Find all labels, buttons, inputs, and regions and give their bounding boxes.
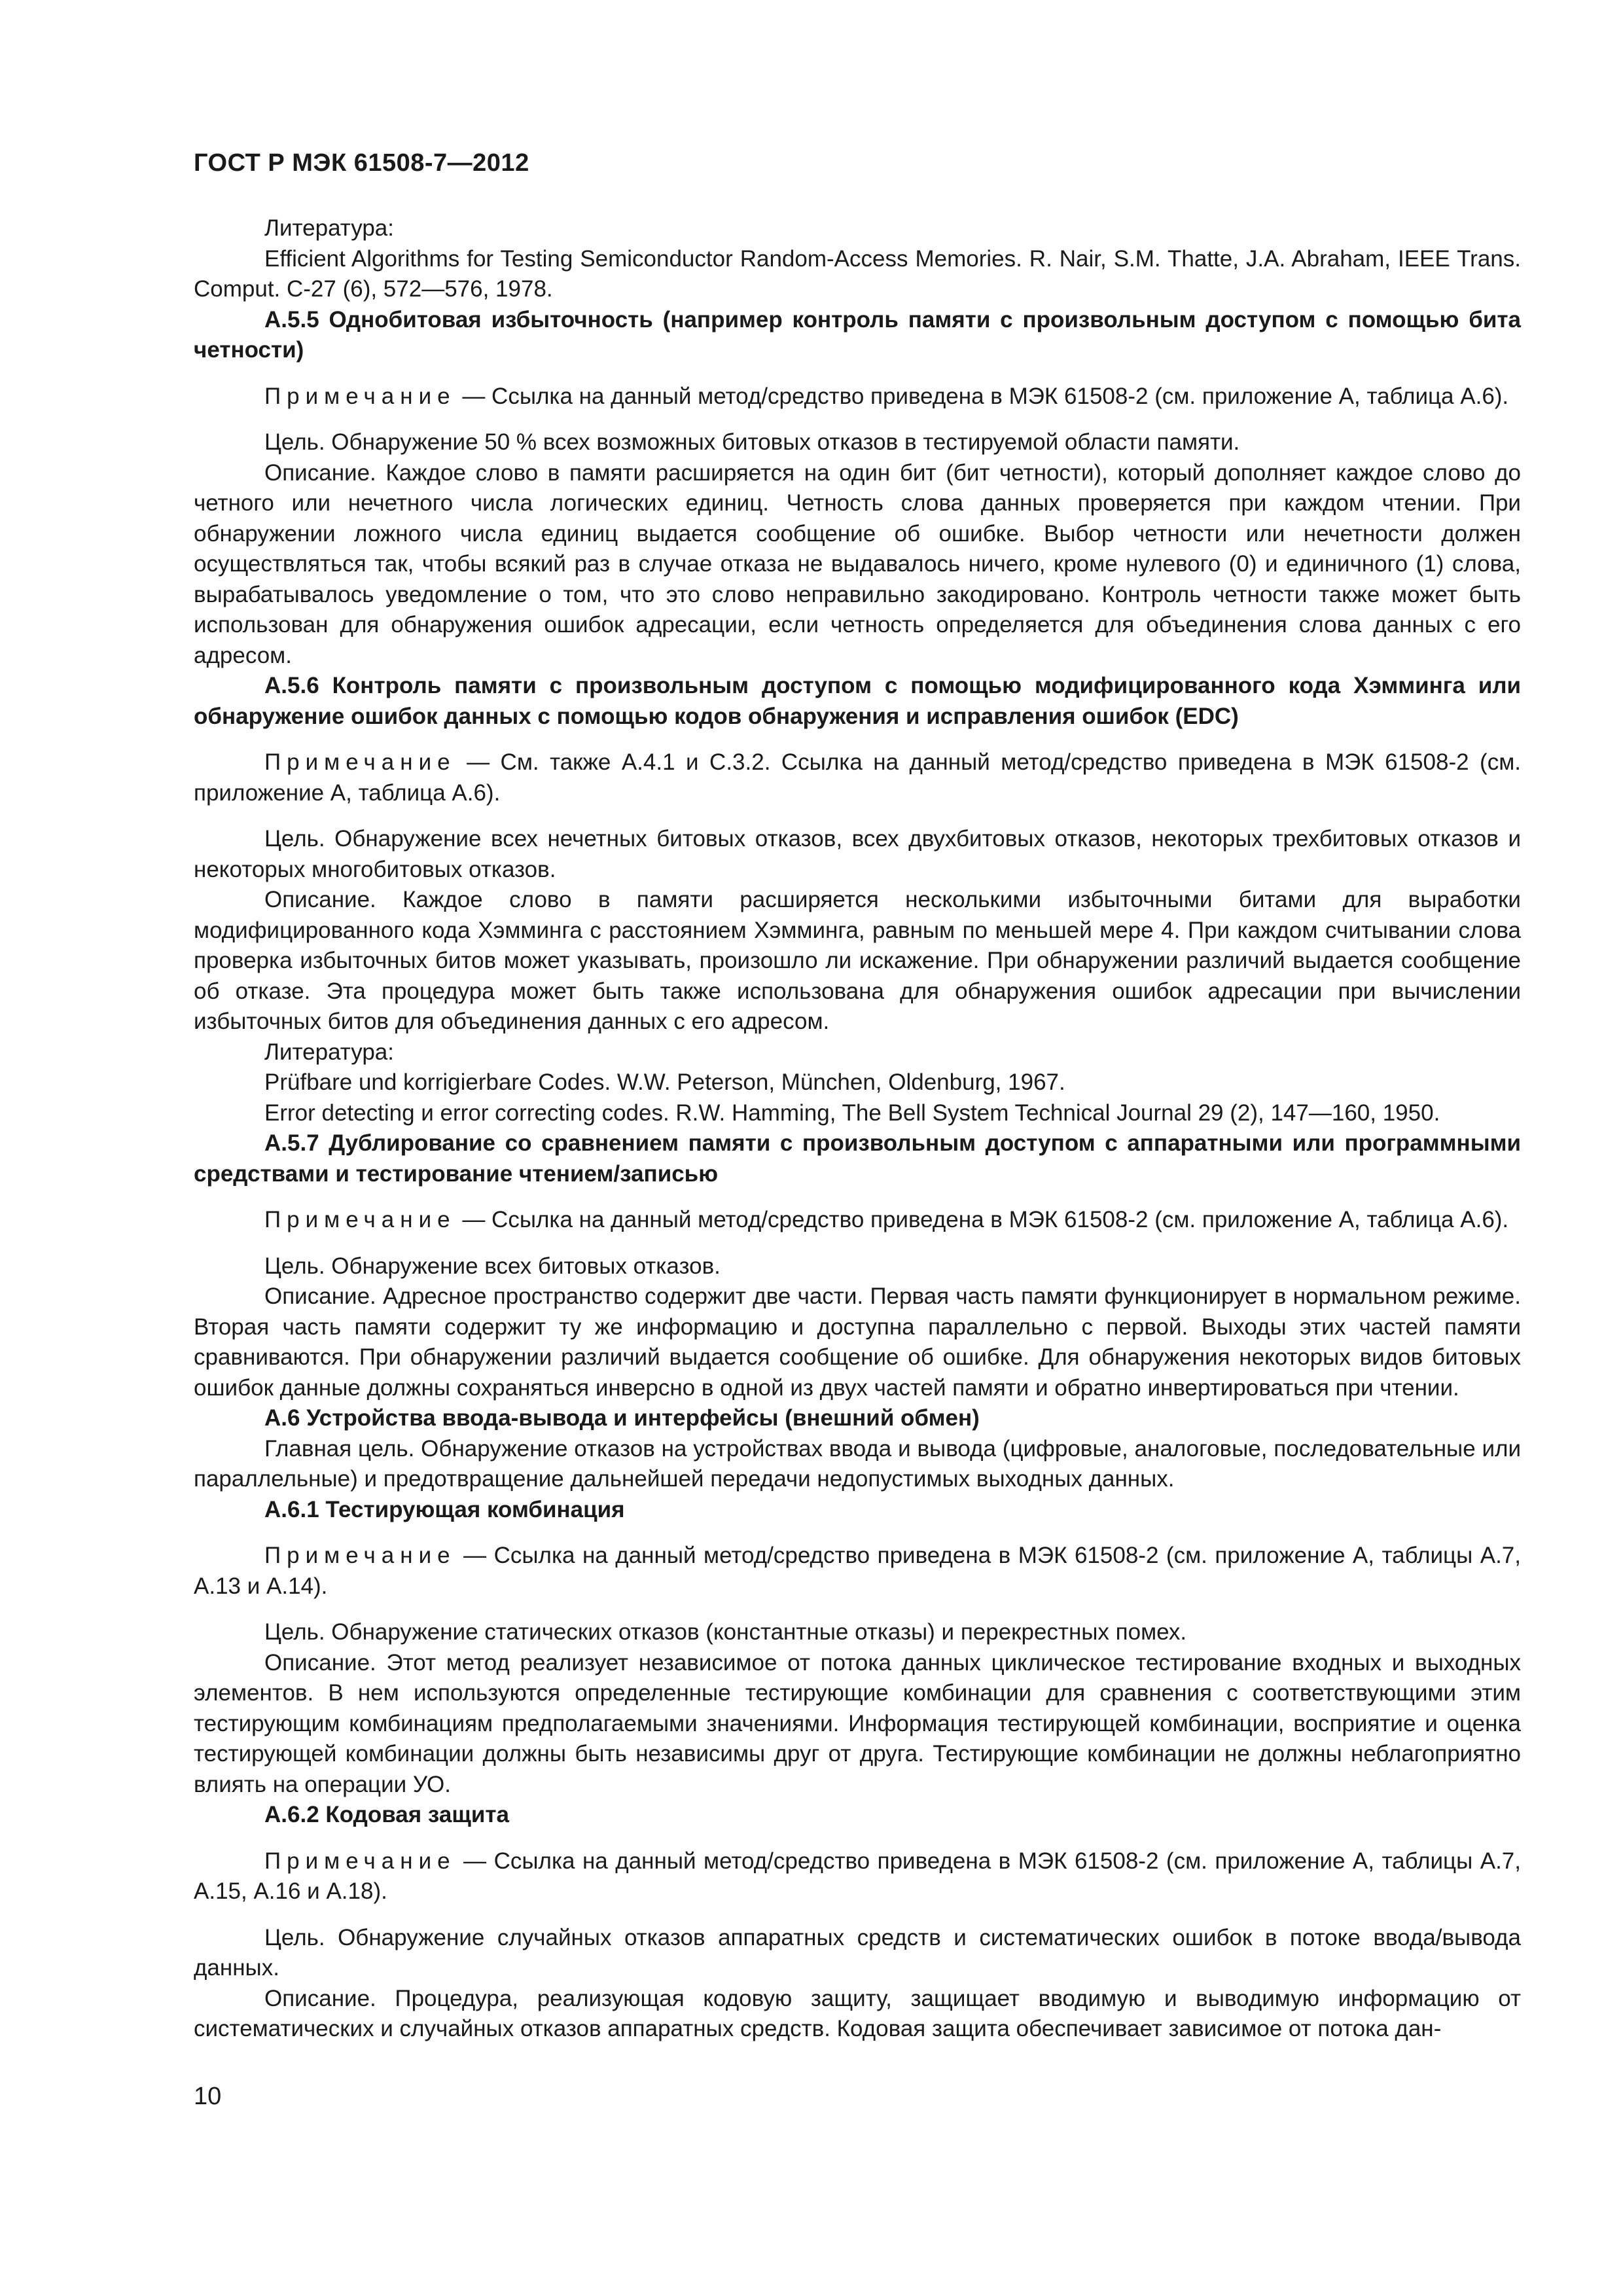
paragraph: Литература: xyxy=(264,1039,394,1065)
note xyxy=(194,1846,1521,1907)
note-text: — Ссылка на данный метод/средство приведена в МЭК 61508-2 (см. приложение А, таблица А.6). xyxy=(455,383,1509,409)
section-heading: А.5.6 Контроль памяти с произвольным доступом с помощью модифицированного кода Хэмминга или обнаружение ошибок данных с помощью кодов обнаружения и исправления ошибок (EDC) xyxy=(194,673,1521,729)
document-page xyxy=(194,0,1521,2296)
paragraph: Efficient Algorithms for Testing Semiconductor Random-Access Memories. R. Nair, S.M. Thatte, J.A. Abraham, IEEE Trans. Comput. C-27 (6), 572—576, 1978. xyxy=(194,245,1521,302)
section-heading: А.5.7 Дублирование со сравнением памяти с произвольным доступом с аппаратными или программными средствами и тестирование чтением/записью xyxy=(194,1130,1521,1187)
paragraph: Error detecting и error correcting codes. R.W. Hamming, The Bell System Technical Journal 29 (2), 147—160, 1950. xyxy=(264,1100,1440,1126)
note-text: — Ссылка на данный метод/средство приведена в МЭК 61508-2 (см. приложение А, таблицы А.7, А.13 и А.14). xyxy=(194,1543,1521,1599)
note-label: Примечание xyxy=(264,1543,456,1568)
note-label: Примечание xyxy=(264,1207,456,1232)
paragraph: Главная цель. Обнаружение отказов на устройствах ввода и вывода (цифровые, аналоговые, последовательные или параллельные) и предотвращение дальнейшей передачи недопустимых выходных данных. xyxy=(194,1435,1521,1492)
paragraph: Описание. Адресное пространство содержит две части. Первая часть памяти функционирует в нормальном режиме. Вторая часть памяти содержит ту же информацию и доступна параллельно с первой. Выходы этих частей памяти сравниваются. При обнаружении различий выдается сообщение об ошибке. Для обнаружения некоторых видов битовых ошибок данные должны сохраняться инверсно в одной из двух частей памяти и обратно инвертироваться при чтении. xyxy=(194,1283,1521,1401)
paragraph: Цель. Обнаружение всех нечетных битовых отказов, всех двухбитовых отказов, некоторых трехбитовых отказов и некоторых многобитовых отказов. xyxy=(194,826,1521,882)
paragraph: Цель. Обнаружение всех битовых отказов. xyxy=(264,1253,721,1279)
note-label: Примечание xyxy=(264,1848,456,1874)
paragraph: Цель. Обнаружение 50 % всех возможных битовых отказов в тестируемой области памяти. xyxy=(264,429,1240,455)
paragraph: Описание. Этот метод реализует независимое от потока данных циклическое тестирование входных и выходных элементов. В нем используются определенные тестирующие комбинации для сравнения с соответствующими этим тестирующим комбинациям предполагаемыми значениями. Информация тестирующей комбинации, восприятие и оценка тестирующей комбинации должны быть независимы друг от друга. Тестирующие комбинации не должны неблагоприятно влиять на операции УО. xyxy=(194,1649,1521,1797)
note-text: — См. также А.4.1 и С.3.2. Ссылка на данный метод/средство приведена в МЭК 61508-2 (см. приложение А, таблица А.6). xyxy=(194,749,1521,806)
note xyxy=(194,382,1521,412)
document-body xyxy=(194,213,1521,2045)
note xyxy=(194,1541,1521,1602)
note-text: — Ссылка на данный метод/средство приведена в МЭК 61508-2 (см. приложение А, таблица А.6). xyxy=(455,1207,1509,1232)
note-text: — Ссылка на данный метод/средство приведена в МЭК 61508-2 (см. приложение А, таблицы А.7, А.15, А.16 и А.18). xyxy=(194,1848,1521,1904)
paragraph: Цель. Обнаружение случайных отказов аппаратных средств и систематических ошибок в потоке ввода/вывода данных. xyxy=(194,1924,1521,1981)
paragraph: Описание. Каждое слово в памяти расширяется несколькими избыточными битами для выработки модифицированного кода Хэмминга с расстоянием Хэмминга, равным по меньшей мере 4. При каждом считывании слова проверка избыточных битов может указывать, произошло ли искажение. При обнаружении различий выдается сообщение об отказе. Эта процедура может быть также использована для обнаружения ошибок адресации при вычислении избыточных битов для объединения данных с его адресом. xyxy=(194,887,1521,1034)
note-label: Примечание xyxy=(264,749,456,775)
section-heading: А.6.2 Кодовая защита xyxy=(264,1802,509,1827)
page-number: 10 xyxy=(194,2083,222,2110)
paragraph: Описание. Процедура, реализующая кодовую защиту, защищает вводимую и выводимую информацию от систематических и случайных отказов аппаратных средств. Кодовая защита обеспечивает зависимое от потока дан- xyxy=(194,1985,1521,2041)
section-heading: А.5.5 Однобитовая избыточность (например контроль памяти с произвольным доступом с помощью бита четности) xyxy=(194,306,1521,363)
paragraph: Литература: xyxy=(264,215,394,241)
note xyxy=(194,747,1521,808)
paragraph: Описание. Каждое слово в памяти расширяется на один бит (бит четности), который дополняет каждое слово до четного или нечетного числа логических единиц. Четность слова данных проверяется при каждом чтении. При обнаружении ложного числа единиц выдается сообщение об ошибке. Выбор четности или нечетности должен осуществляться так, чтобы всякий раз в случае отказа не выдавалось ничего, кроме нулевого (0) и единичного (1) слова, вырабатывалось уведомление о том, что это слово неправильно закодировано. Контроль четности также может быть использован для обнаружения ошибок адресации, если четность определяется для объединения слова данных с его адресом. xyxy=(194,459,1521,668)
note-label: Примечание xyxy=(264,383,456,409)
section-heading: А.6.1 Тестирующая комбинация xyxy=(264,1496,625,1522)
section-heading: А.6 Устройства ввода-вывода и интерфейсы (внешний обмен) xyxy=(264,1405,980,1431)
standard-header: ГОСТ Р МЭК 61508-7—2012 xyxy=(194,149,529,177)
note xyxy=(194,1205,1521,1236)
paragraph: Цель. Обнаружение статических отказов (константные отказы) и перекрестных помех. xyxy=(264,1619,1187,1645)
paragraph: Prüfbare und korrigierbare Codes. W.W. Peterson, München, Oldenburg, 1967. xyxy=(264,1069,1065,1095)
